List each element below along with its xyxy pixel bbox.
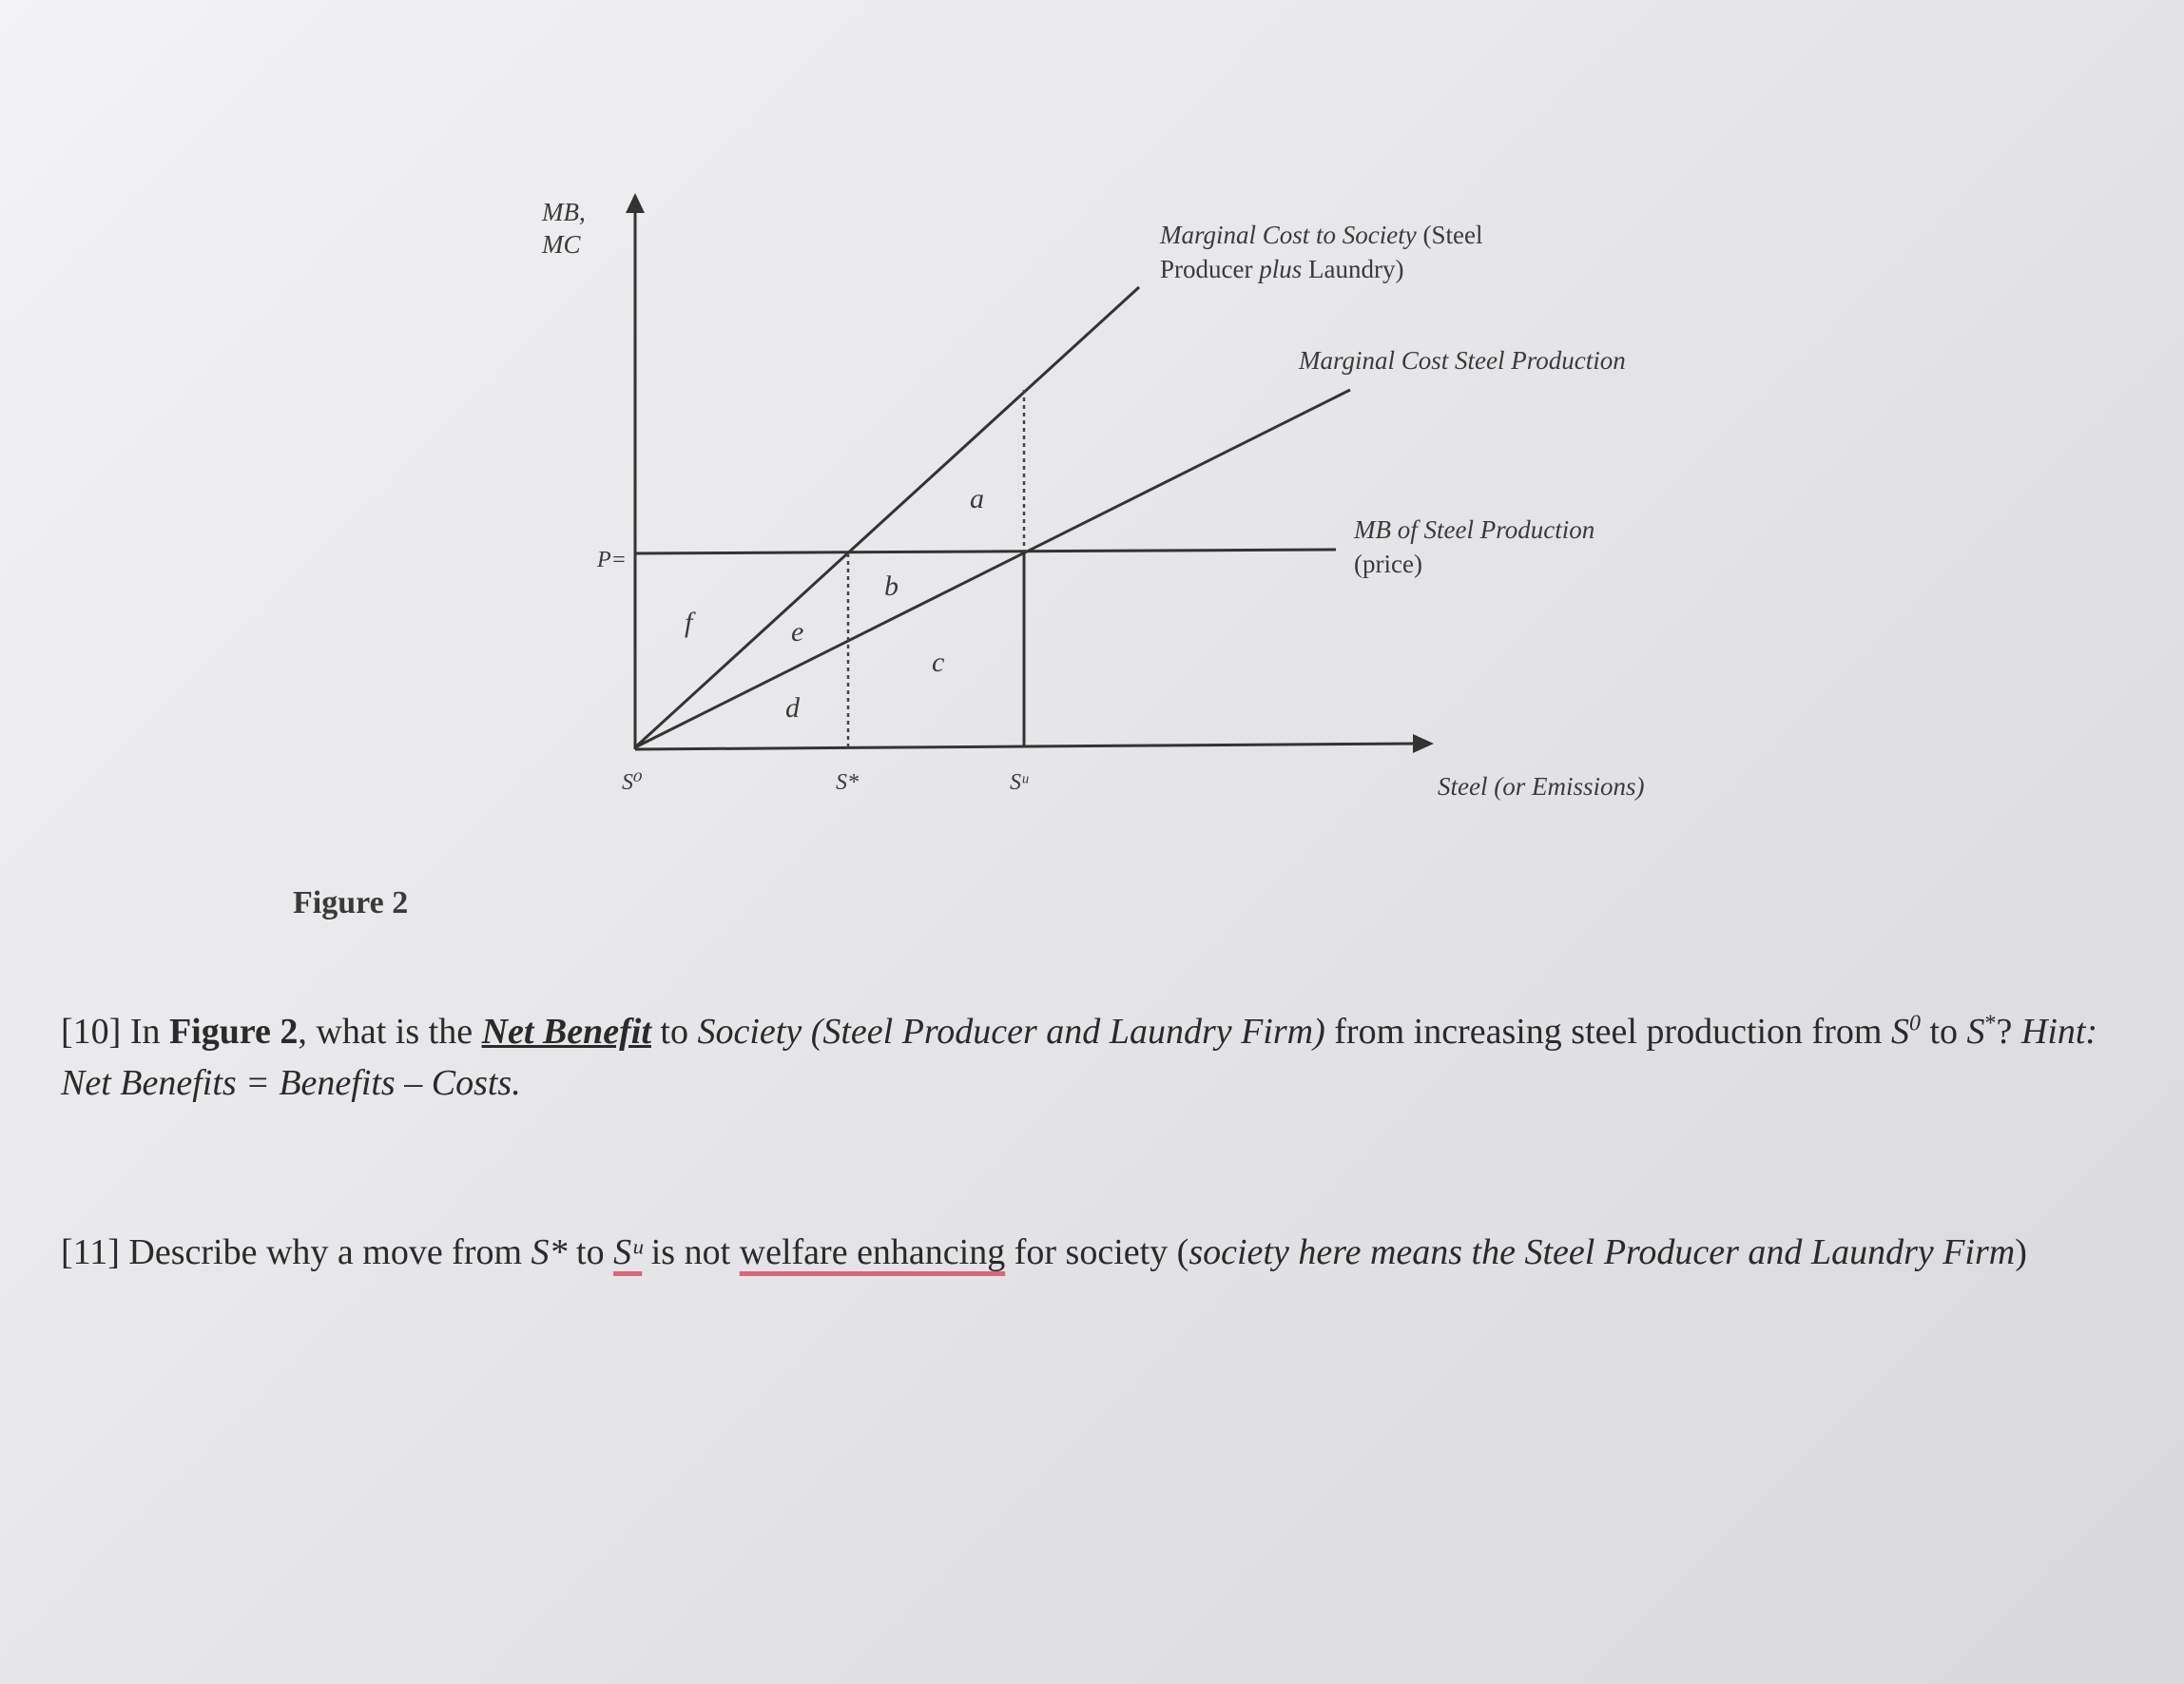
question-10-line2: Net Benefits = Benefits – Costs.: [61, 1063, 521, 1103]
area-label-c: c: [932, 647, 945, 678]
welfare-enhancing-spellcheck-mark: welfare enhancing: [739, 1232, 1006, 1272]
mb-label-line1: MB of Steel Production: [1354, 515, 1595, 544]
area-label-b: b: [884, 571, 899, 602]
y-axis-label-mb: MB,: [542, 198, 586, 226]
x-axis-arrow-icon: [1413, 734, 1434, 753]
mb-price-line: [635, 550, 1336, 553]
question-10-line1: [10] In Figure 2, what is the Net Benefit to Society (Steel Producer and Laundry Firm) from increasing steel production from $S^0$ to S*? Hint:: [61, 1011, 2098, 1052]
figure-caption: Figure 2: [293, 885, 409, 920]
x-tick-s-star: S*: [836, 770, 859, 795]
su-spellcheck-mark: Sᵘ: [613, 1232, 643, 1272]
social-mc-line: [635, 287, 1139, 747]
area-label-d: d: [785, 692, 800, 724]
question-11: [11] Describe why a move from S* to Sᵘ is not welfare enhancing for society (society here means the Steel Producer and Laundry Firm): [61, 1232, 2027, 1272]
net-benefit-term: Net Benefit: [481, 1012, 651, 1052]
x-tick-s-u: Sᵘ: [1010, 770, 1029, 795]
area-label-f: f: [685, 607, 693, 638]
private-mc-label: Marginal Cost Steel Production: [1299, 346, 1626, 375]
x-axis-label: Steel (or Emissions): [1438, 772, 1645, 801]
y-axis-label-mc: MC: [542, 230, 581, 259]
x-tick-s0: S⁰: [622, 770, 643, 795]
social-mc-label-line2: Producer plus Laundry): [1160, 255, 1404, 283]
price-label: P=: [597, 548, 627, 572]
y-axis-arrow-icon: [626, 193, 645, 213]
x-axis: [635, 744, 1417, 749]
private-mc-line: [635, 390, 1350, 747]
social-mc-label-line1: Marginal Cost to Society (Steel: [1160, 221, 1483, 249]
question-10: [61, 1006, 2155, 1109]
area-label-a: a: [970, 483, 984, 514]
area-label-e: e: [791, 616, 804, 648]
mb-label-line2: (price): [1354, 550, 1422, 578]
